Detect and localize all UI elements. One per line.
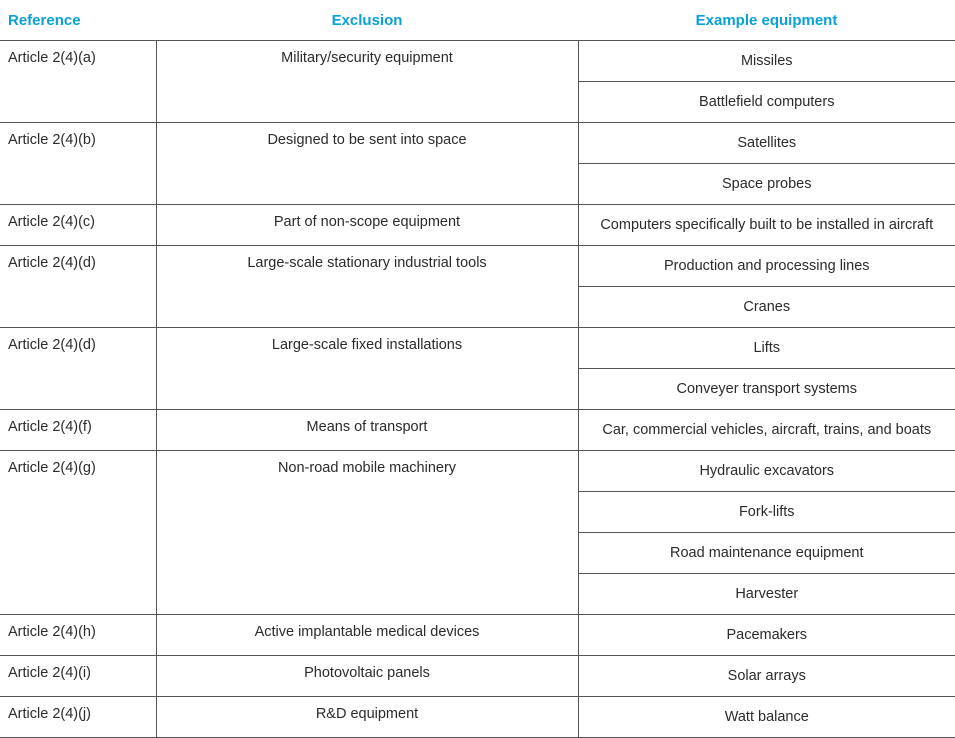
cell-reference: Article 2(4)(b) — [0, 123, 156, 205]
example-item: Computers specifically built to be installed in aircraft — [579, 205, 955, 245]
table-row — [0, 697, 955, 738]
example-item: Solar arrays — [579, 656, 955, 696]
example-item: Lifts — [579, 328, 955, 368]
cell-example-equipment — [578, 41, 955, 123]
header-reference: Reference — [0, 0, 156, 41]
example-item: Fork-lifts — [579, 491, 955, 532]
example-item: Watt balance — [579, 697, 955, 737]
cell-exclusion: Photovoltaic panels — [156, 656, 578, 697]
table-row — [0, 328, 955, 410]
table-row — [0, 123, 955, 205]
example-item: Space probes — [579, 163, 955, 204]
cell-reference: Article 2(4)(g) — [0, 451, 156, 615]
table-body — [0, 41, 955, 738]
cell-exclusion: Large-scale fixed installations — [156, 328, 578, 410]
table-row — [0, 205, 955, 246]
example-item: Car, commercial vehicles, aircraft, trains, and boats — [579, 410, 955, 450]
cell-example-equipment — [578, 410, 955, 451]
cell-exclusion: Active implantable medical devices — [156, 615, 578, 656]
cell-exclusion: Part of non-scope equipment — [156, 205, 578, 246]
cell-reference: Article 2(4)(d) — [0, 328, 156, 410]
example-item: Satellites — [579, 123, 955, 163]
cell-example-equipment — [578, 205, 955, 246]
table-row — [0, 410, 955, 451]
cell-reference: Article 2(4)(a) — [0, 41, 156, 123]
table-header — [0, 0, 955, 41]
table-row — [0, 246, 955, 328]
cell-example-equipment — [578, 246, 955, 328]
example-item: Hydraulic excavators — [579, 451, 955, 491]
cell-exclusion: Designed to be sent into space — [156, 123, 578, 205]
cell-reference: Article 2(4)(h) — [0, 615, 156, 656]
example-item: Missiles — [579, 41, 955, 81]
table-row — [0, 615, 955, 656]
example-item: Production and processing lines — [579, 246, 955, 286]
example-item: Battlefield computers — [579, 81, 955, 122]
cell-exclusion: Large-scale stationary industrial tools — [156, 246, 578, 328]
table-row — [0, 656, 955, 697]
example-item: Cranes — [579, 286, 955, 327]
header-row — [0, 0, 955, 41]
header-example-equipment: Example equipment — [578, 0, 955, 41]
cell-exclusion: Non-road mobile machinery — [156, 451, 578, 615]
cell-example-equipment — [578, 328, 955, 410]
cell-example-equipment — [578, 123, 955, 205]
cell-reference: Article 2(4)(c) — [0, 205, 156, 246]
table-row — [0, 41, 955, 123]
cell-reference: Article 2(4)(j) — [0, 697, 156, 738]
example-item: Road maintenance equipment — [579, 532, 955, 573]
cell-exclusion: Military/security equipment — [156, 41, 578, 123]
cell-example-equipment — [578, 451, 955, 615]
header-exclusion: Exclusion — [156, 0, 578, 41]
cell-reference: Article 2(4)(d) — [0, 246, 156, 328]
table-row — [0, 451, 955, 615]
example-item: Harvester — [579, 573, 955, 614]
cell-exclusion: Means of transport — [156, 410, 578, 451]
cell-example-equipment — [578, 656, 955, 697]
cell-example-equipment — [578, 615, 955, 656]
cell-example-equipment — [578, 697, 955, 738]
cell-reference: Article 2(4)(i) — [0, 656, 156, 697]
example-item: Pacemakers — [579, 615, 955, 655]
example-item: Conveyer transport systems — [579, 368, 955, 409]
cell-exclusion: R&D equipment — [156, 697, 578, 738]
cell-reference: Article 2(4)(f) — [0, 410, 156, 451]
